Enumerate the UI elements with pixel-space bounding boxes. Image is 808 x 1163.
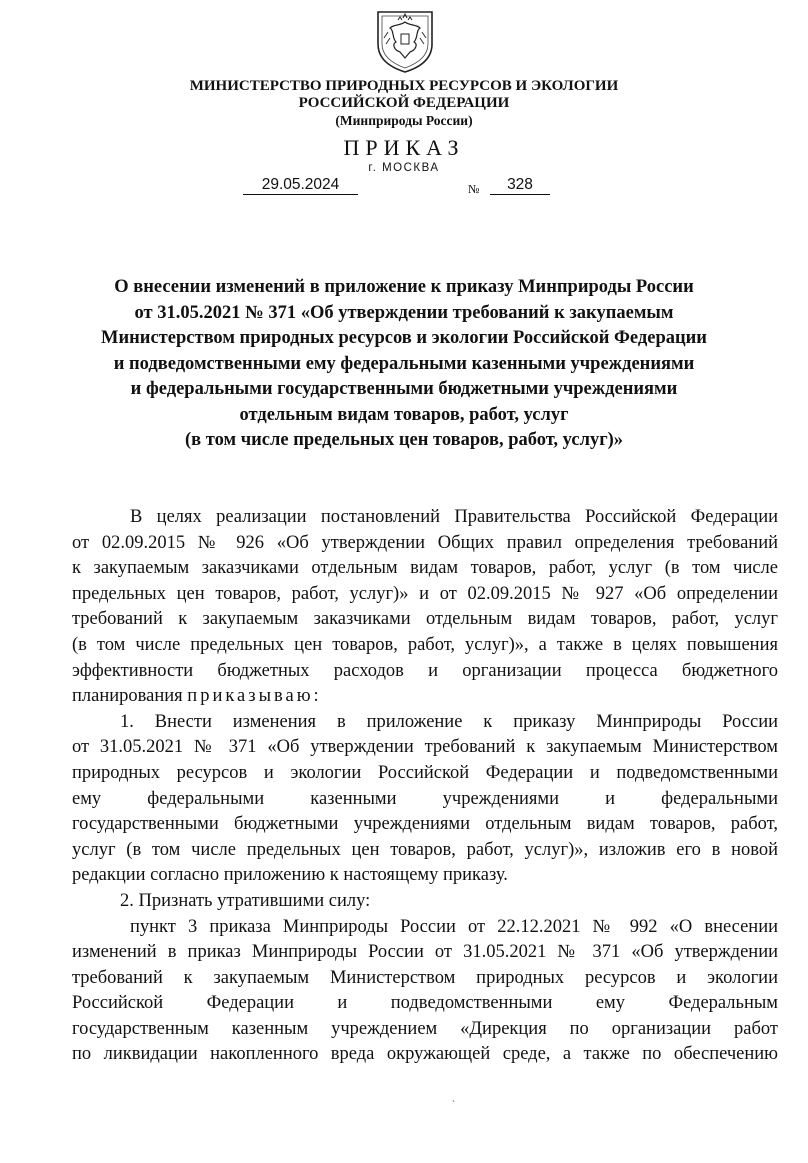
- ministry-name-line1: МИНИСТЕРСТВО ПРИРОДНЫХ РЕСУРСОВ И ЭКОЛОГИИ: [189, 78, 619, 94]
- item1-line: ему федеральными казенными учреждениями и федеральными: [72, 788, 778, 809]
- item1-line: от 31.05.2021 № 371 «Об утверждении требований к закупаемым Министерством: [72, 737, 778, 758]
- item2-line: по ликвидации накопленного вреда окружающей среде, а также по обеспечению: [72, 1044, 778, 1065]
- document-number: 328: [490, 176, 550, 195]
- title-line: О внесении изменений в приложение к приказу Минприроды России: [114, 277, 694, 297]
- item1-line: редакции согласно приложению к настоящему приказу.: [72, 865, 508, 886]
- title-line: и федеральными государственными бюджетными учреждениями: [130, 379, 678, 399]
- item2-line: требований к закупаемым Министерством природных ресурсов и экологии: [72, 967, 778, 988]
- body-line: требований к закупаемым заказчиками отдельным видам товаров, работ, услуг: [72, 609, 778, 630]
- title-line: отдельным видам товаров, работ, услуг: [239, 404, 569, 425]
- item1-line: государственными бюджетными учреждениями отдельным видам товаров, работ,: [72, 814, 778, 835]
- coat-of-arms-icon: [372, 8, 438, 74]
- preamble-last: планирования: [72, 686, 183, 707]
- title-line: от 31.05.2021 № 371 «Об утверждении требований к закупаемым: [134, 302, 674, 323]
- number-label: №: [468, 182, 480, 196]
- item1-line: услуг (в том числе предельных цен товаров, работ, услуг)», изложив его в новой: [72, 839, 778, 860]
- body-line: (в том числе предельных цен товаров, работ, услуг)», а также в целях повышения: [72, 634, 778, 655]
- title-line: и подведомственными ему федеральными казенными учреждениями: [113, 353, 695, 374]
- item1-line: 1. Внести изменения в приложение к приказу Минприроды России: [120, 711, 778, 732]
- body-line: предельных цен товаров, работ, услуг)» и от 02.09.2015 № 927 «Об определении: [72, 583, 778, 604]
- body-line: к закупаемым заказчиками отдельным видам товаров, работ, услуг (в том числе: [72, 558, 778, 579]
- item1-line: природных ресурсов и экологии Российской Федерации и подведомственными: [72, 762, 778, 783]
- document-title: [60, 275, 748, 454]
- scan-speck: ˋ: [452, 1100, 456, 1111]
- item2-line: Российской Федерации и подведомственными ему Федеральным: [72, 993, 778, 1014]
- body-line: В целях реализации постановлений Правительства Российской Федерации: [130, 507, 778, 527]
- item2-line: государственным казенным учреждением «Дирекция по организации работ: [72, 1018, 778, 1039]
- body-line: [72, 684, 778, 710]
- document-type: ПРИКАЗ: [343, 135, 465, 160]
- body-line: эффективности бюджетных расходов и организации процесса бюджетного: [72, 660, 778, 681]
- item2-heading: 2. Признать утратившими силу:: [120, 890, 371, 911]
- document-city: г. МОСКВА: [368, 162, 440, 174]
- ministry-name-line2: РОССИЙСКОЙ ФЕДЕРАЦИИ: [298, 95, 510, 111]
- title-line: (в том числе предельных цен товаров, работ, услуг)»: [184, 430, 624, 450]
- document-date: 29.05.2024: [243, 176, 358, 195]
- title-line: Министерством природных ресурсов и экологии Российской Федерации: [101, 328, 707, 348]
- body-line: от 02.09.2015 № 926 «Об утверждении Общих правил определения требований: [72, 532, 778, 553]
- order-word: приказываю:: [187, 686, 322, 707]
- document-body: [72, 505, 778, 1068]
- item2-line: пункт 3 приказа Минприроды России от 22.12.2021 № 992 «О внесении: [130, 916, 778, 937]
- item2-line: изменений в приказ Минприроды России от 31.05.2021 № 371 «Об утверждении: [72, 942, 778, 963]
- ministry-short-name: (Минприроды России): [335, 113, 473, 128]
